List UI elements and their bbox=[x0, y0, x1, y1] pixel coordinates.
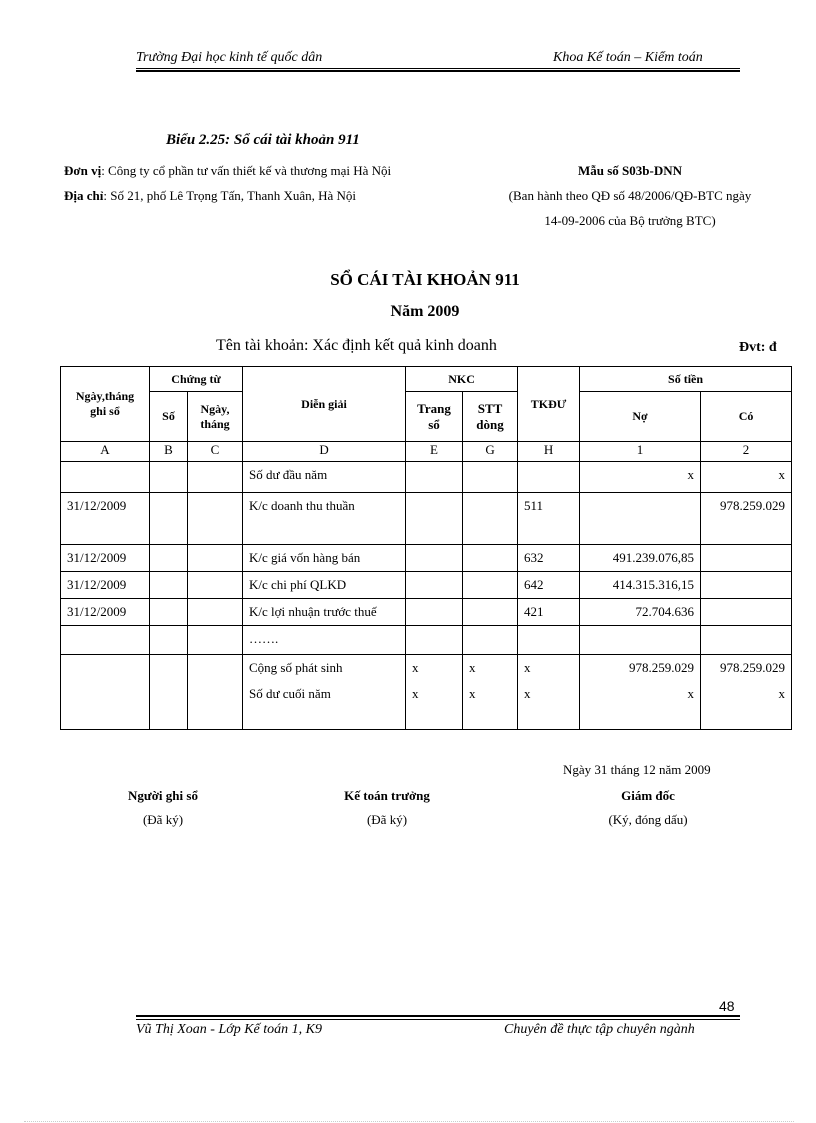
footer-topic: Chuyên đề thực tập chuyên ngành bbox=[504, 1022, 695, 1037]
header-voucher-date: Ngày, tháng bbox=[188, 392, 243, 442]
code-cell: 1 bbox=[580, 442, 701, 462]
row-date bbox=[61, 462, 150, 493]
code-cell: 2 bbox=[701, 442, 792, 462]
row-page bbox=[406, 493, 463, 545]
row-credit bbox=[701, 626, 792, 655]
table-row bbox=[61, 626, 792, 655]
code-cell: C bbox=[188, 442, 243, 462]
row-voucher-no bbox=[150, 599, 188, 626]
ledger-table bbox=[60, 366, 792, 730]
header-contra: TKĐƯ bbox=[518, 367, 580, 442]
totals-line bbox=[463, 655, 518, 730]
row-description: K/c giá vốn hàng bán bbox=[243, 545, 406, 572]
code-cell: H bbox=[518, 442, 580, 462]
row-contra bbox=[518, 462, 580, 493]
row-debit: 491.239.076,85 bbox=[580, 545, 701, 572]
footer-rule-thick bbox=[136, 1015, 740, 1017]
totals-contra bbox=[518, 655, 580, 730]
row-page bbox=[406, 626, 463, 655]
header-amount: Số tiền bbox=[580, 367, 792, 392]
closing-credit: x bbox=[778, 686, 786, 701]
row-credit: 978.259.029 bbox=[701, 493, 792, 545]
signature-date: Ngày 31 tháng 12 năm 2009 bbox=[563, 762, 711, 777]
row-contra: 642 bbox=[518, 572, 580, 599]
ledger-title: SỔ CÁI TÀI KHOẢN 911 bbox=[330, 270, 520, 289]
row-description: K/c lợi nhuận trước thuế bbox=[243, 599, 406, 626]
header-rule-thin bbox=[136, 68, 740, 69]
row-debit: 72.704.636 bbox=[580, 599, 701, 626]
row-voucher-no bbox=[150, 493, 188, 545]
row-description: ……. bbox=[243, 626, 406, 655]
header-voucher: Chứng từ bbox=[150, 367, 243, 392]
row-voucher-date bbox=[188, 626, 243, 655]
totals-debit bbox=[580, 655, 701, 730]
table-row bbox=[61, 462, 792, 493]
header-voucher-no: Số bbox=[150, 392, 188, 442]
totals-credit bbox=[701, 655, 792, 730]
row-date bbox=[61, 626, 150, 655]
header-page: Trang sổ bbox=[406, 392, 463, 442]
mark: x bbox=[524, 686, 531, 701]
row-voucher-date bbox=[188, 462, 243, 493]
mark: x bbox=[412, 686, 419, 701]
unit-label: Đơn vị bbox=[64, 163, 102, 178]
header-credit: Có bbox=[701, 392, 792, 442]
form-code: Mẫu số S03b-DNN bbox=[577, 163, 682, 178]
director-note: (Ký, đóng dấu) bbox=[608, 812, 688, 827]
row-contra: 421 bbox=[518, 599, 580, 626]
row-voucher-no bbox=[150, 462, 188, 493]
row-line bbox=[463, 493, 518, 545]
row-line bbox=[463, 626, 518, 655]
row-contra: 511 bbox=[518, 493, 580, 545]
unit-line bbox=[64, 163, 391, 179]
row-debit bbox=[580, 493, 701, 545]
row-line bbox=[463, 599, 518, 626]
footer-author: Vũ Thị Xoan - Lớp Kế toán 1, K9 bbox=[136, 1022, 322, 1037]
table-row bbox=[61, 572, 792, 599]
row-date: 31/12/2009 bbox=[61, 599, 150, 626]
code-row bbox=[61, 442, 792, 462]
address-label: Địa chỉ bbox=[64, 188, 104, 203]
row-line bbox=[463, 462, 518, 493]
header-school: Trường Đại học kinh tế quốc dân bbox=[136, 50, 323, 65]
row-credit bbox=[701, 545, 792, 572]
page-edge bbox=[24, 1121, 794, 1122]
recorder-note: (Đã ký) bbox=[142, 812, 184, 827]
row-voucher-date bbox=[188, 655, 243, 730]
code-cell: E bbox=[406, 442, 463, 462]
ledger-year: Năm 2009 bbox=[390, 303, 460, 320]
row-date: 31/12/2009 bbox=[61, 572, 150, 599]
row-credit bbox=[701, 599, 792, 626]
totals-row bbox=[61, 655, 792, 730]
header-line: STT dòng bbox=[463, 392, 518, 442]
header-rule-thick bbox=[136, 70, 740, 72]
header-faculty: Khoa Kế toán – Kiểm toán bbox=[553, 50, 703, 65]
mark: x bbox=[524, 660, 531, 675]
row-voucher-date bbox=[188, 493, 243, 545]
row-debit: x bbox=[580, 462, 701, 493]
row-date bbox=[61, 655, 150, 730]
header-nkc: NKC bbox=[406, 367, 518, 392]
address-value: : Số 21, phố Lê Trọng Tấn, Thanh Xuân, Hà Nội bbox=[103, 188, 357, 203]
account-name: Tên tài khoản: Xác định kết quả kinh doanh bbox=[216, 337, 497, 354]
footer-rule-thin bbox=[136, 1019, 740, 1020]
row-voucher-no bbox=[150, 655, 188, 730]
row-date: 31/12/2009 bbox=[61, 493, 150, 545]
mark: x bbox=[469, 660, 476, 675]
row-voucher-no bbox=[150, 545, 188, 572]
chief-accountant-title: Kế toán trưởng bbox=[344, 788, 430, 803]
unit-value: : Công ty cổ phần tư vấn thiết kế và thương mại Hà Nội bbox=[101, 163, 392, 178]
chief-accountant-note: (Đã ký) bbox=[366, 812, 408, 827]
header-description: Diễn giải bbox=[243, 367, 406, 442]
currency-unit: Đvt: đ bbox=[739, 340, 777, 355]
page-number: 48 bbox=[719, 998, 735, 1014]
row-line bbox=[463, 572, 518, 599]
table-row bbox=[61, 493, 792, 545]
closing-balance-label: Số dư cuối năm bbox=[249, 686, 331, 701]
total-credit: 978.259.029 bbox=[720, 660, 786, 675]
caption: Biểu 2.25: Sổ cái tài khoản 911 bbox=[166, 132, 360, 148]
address-line bbox=[64, 188, 356, 204]
totals-page bbox=[406, 655, 463, 730]
row-voucher-no bbox=[150, 572, 188, 599]
row-credit: x bbox=[701, 462, 792, 493]
code-cell: B bbox=[150, 442, 188, 462]
row-date: 31/12/2009 bbox=[61, 545, 150, 572]
table-row bbox=[61, 599, 792, 626]
row-line bbox=[463, 545, 518, 572]
header-date: Ngày,tháng ghi sổ bbox=[61, 367, 150, 442]
row-contra bbox=[518, 626, 580, 655]
code-cell: A bbox=[61, 442, 150, 462]
row-description: K/c doanh thu thuần bbox=[243, 493, 406, 545]
total-debit: 978.259.029 bbox=[629, 660, 695, 675]
row-voucher-date bbox=[188, 599, 243, 626]
form-issued-line1: (Ban hành theo QĐ số 48/2006/QĐ-BTC ngày bbox=[508, 188, 752, 203]
director-title: Giám đốc bbox=[621, 788, 675, 803]
table-row bbox=[61, 545, 792, 572]
row-description: Số dư đầu năm bbox=[243, 462, 406, 493]
row-voucher-date bbox=[188, 545, 243, 572]
row-debit bbox=[580, 626, 701, 655]
row-page bbox=[406, 572, 463, 599]
recorder-title: Người ghi sổ bbox=[128, 788, 198, 803]
form-issued-line2: 14-09-2006 của Bộ trưởng BTC) bbox=[544, 213, 716, 228]
closing-debit: x bbox=[687, 686, 695, 701]
row-page bbox=[406, 462, 463, 493]
total-arising-label: Cộng số phát sinh bbox=[249, 660, 343, 675]
row-voucher-date bbox=[188, 572, 243, 599]
row-page bbox=[406, 545, 463, 572]
row-debit: 414.315.316,15 bbox=[580, 572, 701, 599]
row-page bbox=[406, 599, 463, 626]
header-debit: Nợ bbox=[580, 392, 701, 442]
row-credit bbox=[701, 572, 792, 599]
code-cell: G bbox=[463, 442, 518, 462]
totals-description bbox=[243, 655, 406, 730]
row-contra: 632 bbox=[518, 545, 580, 572]
row-voucher-no bbox=[150, 626, 188, 655]
mark: x bbox=[469, 686, 476, 701]
mark: x bbox=[412, 660, 419, 675]
code-cell: D bbox=[243, 442, 406, 462]
row-description: K/c chi phí QLKD bbox=[243, 572, 406, 599]
